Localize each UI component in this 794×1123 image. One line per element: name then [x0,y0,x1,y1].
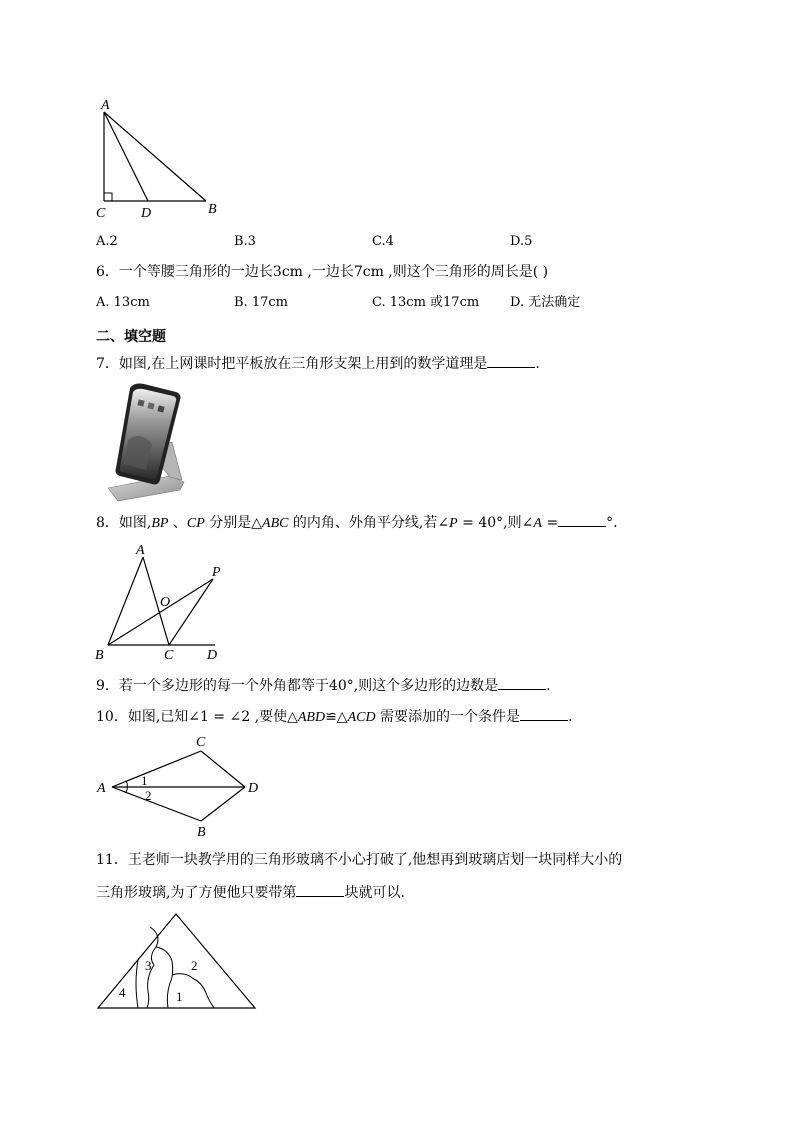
fig10-angle-2: 2 [145,788,152,803]
q8-a: A [533,516,542,531]
q8-pre: 8．如图, [96,515,152,531]
fig11-piece-1: 1 [176,989,183,1004]
fig5-label-a: A [101,98,110,113]
q11-figure [90,905,265,1015]
q6-option-c: C. 13cm 或17cm [372,295,480,310]
q9-end: . [546,678,551,694]
q8-mid2: 的内角、外角平分线,若∠ [288,515,450,531]
q10-pre: 10．如图,已知∠1 = ∠2 ,要使△ [96,709,298,725]
q7-blank [487,353,535,368]
q5-option-c: C.4 [372,234,394,249]
q10-abd: ABD [297,710,326,725]
q10-figure [90,730,275,842]
q9-body: 9．若一个多边形的每一个外角都等于40°,则这个多边形的边数是 [96,678,499,694]
q6-option-a: A. 13cm [96,295,150,310]
q8-bp: BP [151,516,169,531]
q11-line2 [96,882,405,903]
fig10-label-b: B [197,825,206,840]
fig10-label-c: C [196,735,206,750]
q10-cong: ≌△ [325,709,348,725]
q6-option-b: B. 17cm [234,295,288,310]
fig10-angle-1: 1 [141,773,148,788]
q7-text [96,353,540,374]
q8-cp: CP [186,516,205,531]
q5-option-d: D.5 [510,234,533,249]
q9-text [96,675,551,696]
q5-figure [90,92,230,222]
q8-abc: ABC [262,516,289,531]
q8-blank [558,512,606,527]
q8-end: °. [606,515,618,531]
q8-mid3: = 40°,则∠ [457,515,534,531]
tablet-stand-photo [100,380,190,502]
q8-figure [90,538,235,663]
fig10-label-d: D [248,781,259,796]
fig8-label-b: B [95,648,104,663]
q6-text: 6．一个等腰三角形的一边长3cm ,一边长7cm ,则这个三角形的周长是( ) [96,264,549,280]
q10-blank [520,706,568,721]
fig10-label-a: A [97,781,106,796]
fig8-label-o: O [160,595,171,610]
q7-body: 7．如图,在上网课时把平板放在三角形支架上用到的数学道理是 [96,356,488,372]
q9-blank [498,675,546,690]
q11-line2-body: 三角形玻璃,为了方便他只要带第 [96,885,297,901]
q8-p: P [449,516,458,531]
fig5-label-b: B [208,202,217,217]
q7-end: . [535,356,540,372]
fig5-label-c: C [96,206,106,221]
q10-text [96,706,572,728]
q6-option-d: D. 无法确定 [510,295,581,310]
q11-line1: 11．王老师一块教学用的三角形玻璃不小心打破了,他想再到玻璃店划一块同样大小的 [96,852,623,868]
fig8-label-p: P [212,565,221,580]
q8-mid: 分别是△ [204,515,263,531]
q8-sep: 、 [168,515,187,531]
q5-option-a: A.2 [96,234,118,249]
q11-line2-end: 块就可以. [344,885,405,901]
fig5-label-d: D [141,206,152,221]
section-title: 二、填空题 [96,329,166,345]
q5-option-b: B.3 [234,234,256,249]
q8-mid4: = [541,515,559,531]
fig8-label-d: D [207,648,218,663]
q11-blank [296,882,344,897]
q10-acd: ACD [347,710,376,725]
fig8-label-c: C [164,648,174,663]
fig11-piece-2: 2 [191,958,198,973]
fig11-piece-4: 4 [119,985,126,1000]
q8-text [96,512,618,534]
fig8-label-a: A [136,543,145,558]
q10-post: 需要添加的一个条件是 [375,709,521,725]
q10-end: . [568,709,573,725]
fig11-piece-3: 3 [145,958,152,973]
